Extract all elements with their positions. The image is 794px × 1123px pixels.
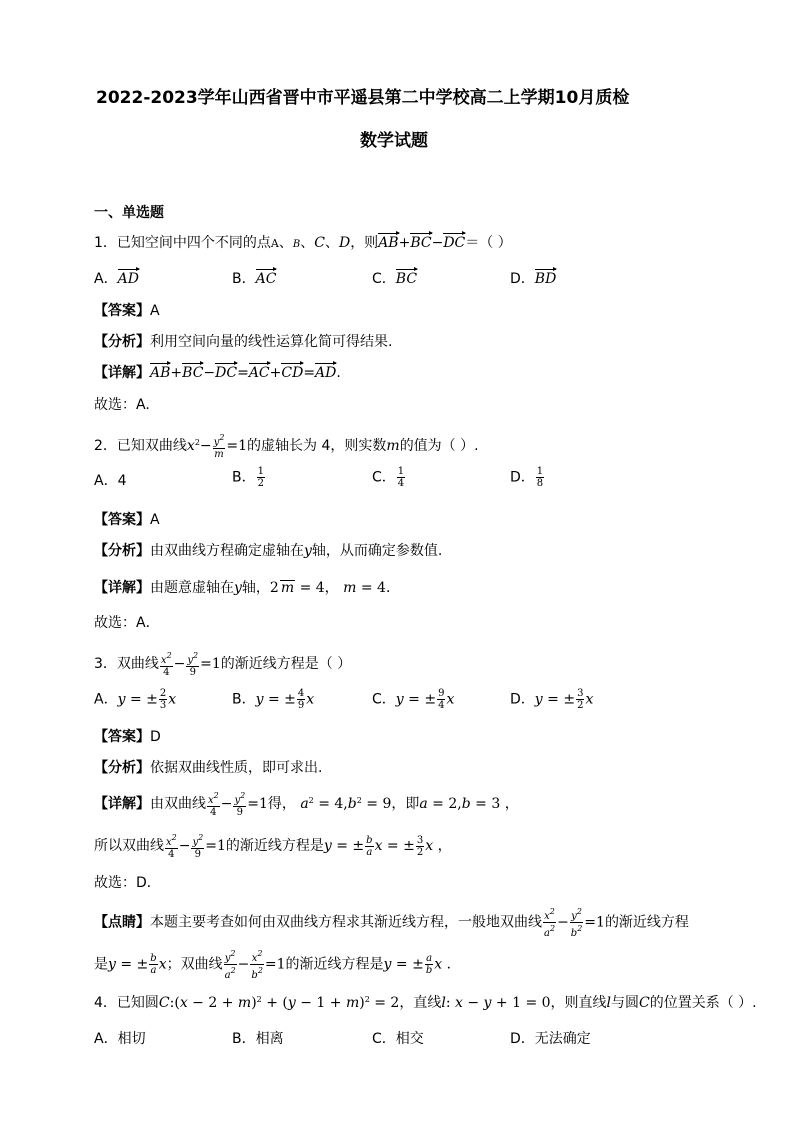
q2-conclusion: 故选：A． (94, 615, 160, 631)
q1-vec-dc: DC (443, 235, 466, 251)
section-heading: 一、单选题 (94, 205, 164, 221)
doc-title-line2: 数学试题 (360, 131, 428, 151)
q3-option-b: B．y = ± $\frac{4}{9}$ x (232, 688, 315, 711)
q2-detail: 【详解】由题意虚轴在y轴，2 m = 4， m = 4． (94, 580, 400, 596)
q1-point-a: A (270, 237, 279, 250)
q3-answer: 【答案】D (94, 729, 161, 745)
q3-detail: 【详解】由双曲线 $\frac{x^2}{4}$ − $\frac{y^2}{9}$ =1得， $a^2 = 4,b^2 = 9$，即a = 2,b = 3 ， (94, 791, 519, 818)
q2-option-c: C． $\frac{1}{4}$ (372, 466, 405, 489)
q2-analysis: 【分析】由双曲线方程确定虚轴在y轴，从而确定参数值. (94, 543, 443, 559)
q2-option-a: A．4 (94, 473, 127, 489)
q1-point-b: B (292, 239, 301, 250)
q3-stem: 3．双曲线 $\frac{x^2}{4}$ − $\frac{y^2}{9}$ =1的渐近线方程是（ ） (94, 651, 352, 678)
q3-detail-line2: 所以双曲线 $\frac{x^2}{4}$ − $\frac{y^2}{9}$ =1的渐近线方程是y = ± $\frac{b}{a}$ x = ± $\frac{3}{2}$ x ， (94, 833, 452, 860)
q2-option-b: B． $\frac{1}{2}$ (232, 466, 264, 489)
q1-point-d: D (338, 235, 351, 251)
q4-option-d: D．无法确定 (510, 1031, 591, 1047)
q4-stem: 4．已知圆C:(x − $2 + m)^2 + (y - 1 + m)^2 = 2$，直线l: x − y + 1 = 0，则直线l与圆C的位置关系（ ）. (94, 995, 757, 1011)
q2-option-d: D． $\frac{1}{8}$ (510, 466, 544, 489)
q4-option-a: A．相切 (94, 1031, 146, 1047)
q2-answer: 【答案】A (94, 512, 160, 528)
q2-fraction: $\frac{y^2}{m}$ (213, 433, 225, 460)
q4-option-b: B．相离 (232, 1031, 284, 1047)
q1-option-c: C．BC (372, 271, 418, 287)
q1-vec-ab: AB (378, 235, 399, 251)
q1-option-a: A．AD (94, 271, 139, 287)
q3-analysis: 【分析】依据双曲线性质，即可求出. (94, 760, 323, 776)
q3-comment-line2: 是y = ± $\frac{b}{a}$ x；双曲线 $\frac{y^2}{a^2}$ − $\frac{x^2}{b^2}$ =1的渐近线方程是y = ± $\frac{a}{b}$ x ． (94, 949, 461, 981)
q2-stem: 2．已知双曲线$x^2-$ $\frac{y^2}{m}$ =1的虚轴长为 4，则实数m的值为（ ）. (94, 433, 479, 460)
q1-answer: 【答案】A (94, 303, 160, 319)
q1-option-b: B．AC (232, 271, 277, 287)
q3-option-a: A．y = ± $\frac{2}{3}$ x (94, 688, 177, 711)
q1-detail: 【详解】AB+BC−DC=AC+CD=AD. (94, 365, 341, 381)
q1-point-c: C (314, 235, 325, 251)
q1-stem-end: ＝（ ） (465, 235, 512, 251)
q1-stem: 1．已知空间中四个不同的点A、B、C、D，则AB+BC−DC＝（ ） (94, 235, 512, 251)
q1-stem-then: ，则 (350, 235, 379, 251)
q3-conclusion: 故选：D． (94, 875, 161, 891)
q3-option-d: D．y = ± $\frac{3}{2}$ x (510, 688, 594, 711)
q1-vec-bc: BC (410, 235, 432, 251)
q1-option-d: D．BD (510, 271, 557, 287)
q1-analysis: 【分析】利用空间向量的线性运算化简可得结果. (94, 334, 393, 350)
q1-conclusion: 故选：A. (94, 397, 150, 413)
doc-title-line1: 2022-2023学年山西省晋中市平遥县第二中学校高二上学期10月质检 (96, 88, 630, 108)
q1-stem-text: 1．已知空间中四个不同的点 (94, 235, 271, 251)
q3-comment: 【点睛】本题主要考查如何由双曲线方程求其渐近线方程，一般地双曲线 $\frac{x^2}{a^2}$ − $\frac{y^2}{b^2}$ =1的渐近线方程 (94, 907, 689, 939)
q4-option-c: C．相交 (372, 1031, 424, 1047)
q3-option-c: C．y = ± $\frac{9}{4}$ x (372, 688, 455, 711)
